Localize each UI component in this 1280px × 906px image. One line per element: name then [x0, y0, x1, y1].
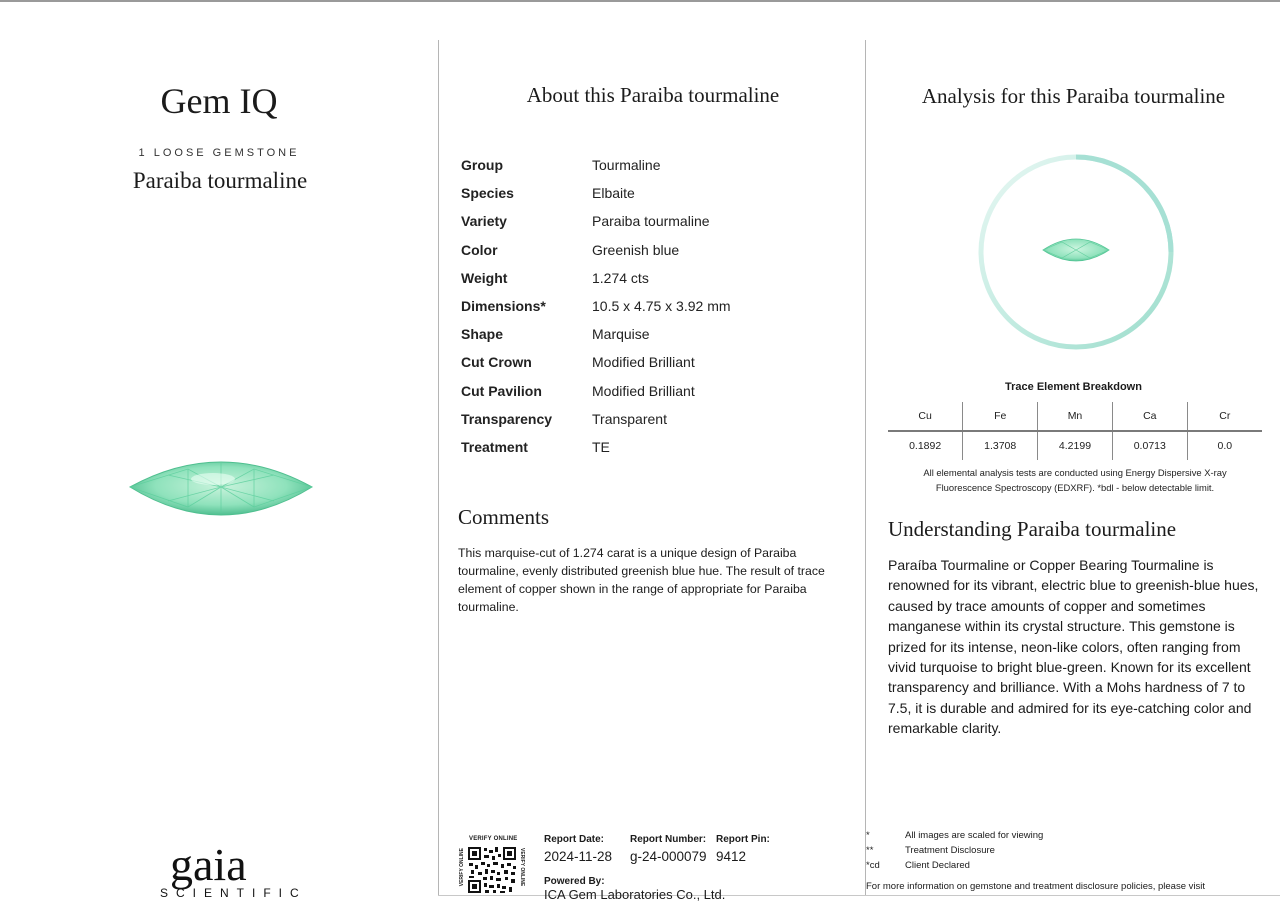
attribute-row	[461, 292, 731, 320]
footnote-mark: **	[866, 845, 874, 856]
attribute-row	[461, 348, 731, 376]
attribute-value: Marquise	[592, 326, 650, 343]
powered-by-value: ICA Gem Laboratories Co., Ltd.	[544, 887, 726, 902]
attribute-label: Cut Crown	[461, 354, 532, 371]
report-pin-value: 9412	[716, 849, 747, 864]
attribute-value: 10.5 x 4.75 x 3.92 mm	[592, 298, 731, 315]
column-divider-right	[865, 40, 866, 896]
attribute-value: 1.274 cts	[592, 269, 649, 286]
element-header: Cr	[1187, 402, 1262, 431]
attribute-value: Greenish blue	[592, 241, 680, 258]
attribute-row	[461, 207, 731, 235]
report-pin-label: Report Pin:	[716, 834, 770, 845]
element-value: 0.0	[1187, 431, 1262, 460]
report-number-label: Report Number:	[630, 834, 707, 845]
attribute-label: Transparency	[461, 410, 553, 427]
footnote-row	[866, 830, 1043, 841]
attribute-label: Cut Pavilion	[461, 382, 542, 399]
footnote-row	[866, 845, 995, 856]
brand-subtitle: 1 LOOSE GEMSTONE	[138, 147, 300, 159]
attribute-value: Paraiba tourmaline	[592, 213, 710, 230]
attribute-row	[461, 264, 731, 292]
understanding-title: Understanding Paraiba tourmaline	[888, 517, 1177, 541]
footnote-mark: *	[866, 830, 870, 841]
attribute-value: TE	[592, 438, 610, 455]
comments-text: This marquise-cut of 1.274 carat is a unique design of Paraiba tourmaline, evenly distributed greenish blue hue. The result of trace element of copper shown in the range of appropriate for Paraiba tourmaline.	[458, 546, 825, 614]
attribute-row	[461, 236, 731, 264]
element-value: 4.2199	[1038, 431, 1113, 460]
attribute-label: Color	[461, 241, 498, 258]
powered-by-label: Powered By:	[544, 876, 605, 887]
report-number-value: g-24-000079	[630, 849, 707, 864]
verify-online-label: VERIFY ONLINE	[469, 836, 518, 842]
attribute-label: Shape	[461, 326, 504, 343]
attribute-row	[461, 405, 731, 433]
attribute-row	[461, 179, 731, 207]
footnote-text: Client Declared	[905, 860, 970, 871]
analysis-title: Analysis for this Paraiba tourmaline	[921, 84, 1226, 108]
attribute-row	[461, 433, 731, 461]
trace-element-header-row	[888, 402, 1262, 431]
attribute-label: Weight	[461, 269, 508, 286]
element-header: Cu	[888, 402, 963, 431]
gaia-logo-subtitle: SCIENTIFIC	[160, 886, 307, 900]
trace-element-table	[888, 402, 1262, 460]
brand-title: Gem IQ	[160, 81, 278, 121]
footnote-text: All images are scaled for viewing	[905, 830, 1044, 841]
trace-element-title: Trace Element Breakdown	[1005, 381, 1142, 393]
attribute-label: Species	[461, 185, 514, 202]
verify-online-side-right: VERIFY ONLINE	[519, 848, 525, 887]
element-value: 1.3708	[963, 431, 1038, 460]
top-border	[0, 0, 1280, 2]
attribute-row	[461, 320, 731, 348]
attribute-value: Modified Brilliant	[592, 354, 695, 371]
element-header: Fe	[963, 402, 1038, 431]
attribute-row	[461, 377, 731, 405]
attribute-row	[461, 151, 731, 179]
gemstone-image	[128, 455, 314, 527]
report-date-value: 2024-11-28	[544, 849, 613, 864]
report-date-label: Report Date:	[544, 834, 605, 845]
footnote-text: Treatment Disclosure	[905, 845, 995, 856]
element-value: 0.1892	[909, 440, 942, 452]
element-value: 0.0713	[1112, 431, 1187, 460]
attribute-value: Modified Brilliant	[592, 382, 695, 399]
attribute-label: Treatment	[461, 438, 528, 455]
element-header: Mn	[1038, 402, 1113, 431]
comments-title: Comments	[458, 505, 550, 529]
attribute-value: Transparent	[592, 410, 667, 427]
attribute-label: Dimensions*	[461, 298, 546, 315]
attribute-value: Elbaite	[592, 185, 635, 202]
trace-element-note: All elemental analysis tests are conducted using Energy Dispersive X-ray Fluorescence Spectroscopy (EDXRF). *bdl - below detectable limit.	[923, 467, 1227, 493]
footnote-mark: *cd	[866, 860, 880, 871]
attribute-label: Variety	[461, 213, 507, 230]
verify-online-side-left: VERIFY ONLINE	[459, 848, 465, 887]
stone-name: Paraiba tourmaline	[132, 168, 308, 193]
disclosure-policy-note: For more information on gemstone and treatment disclosure policies, please visit	[866, 881, 1205, 892]
footnote-row	[866, 860, 970, 871]
gem-analysis-ring-image	[974, 150, 1178, 354]
understanding-text: Paraíba Tourmaline or Copper Bearing Tourmaline is renowned for its vibrant, electric blue to greenish-blue hues, caused by trace amounts of copper and sometimes manganese within its crystal structure. This gemstone is prized for its intense, neon-like colors, often ranging from vivid turquoise to bright blue-green. Known for its excellent transparency and brilliance. With a Mohs hardness of 7 to 7.5, it is durable and admired for its eye-catching color and remarkable clarity.	[888, 557, 1259, 737]
attribute-value: Tourmaline	[592, 157, 661, 174]
gem-attributes-table	[461, 151, 731, 461]
trace-element-value-row	[888, 431, 1262, 460]
about-title: About this Paraiba tourmaline	[526, 83, 780, 107]
attribute-label: Group	[461, 157, 503, 174]
element-header: Ca	[1112, 402, 1187, 431]
qr-code-icon[interactable]	[467, 846, 517, 894]
gaia-logo: gaia	[170, 839, 247, 890]
